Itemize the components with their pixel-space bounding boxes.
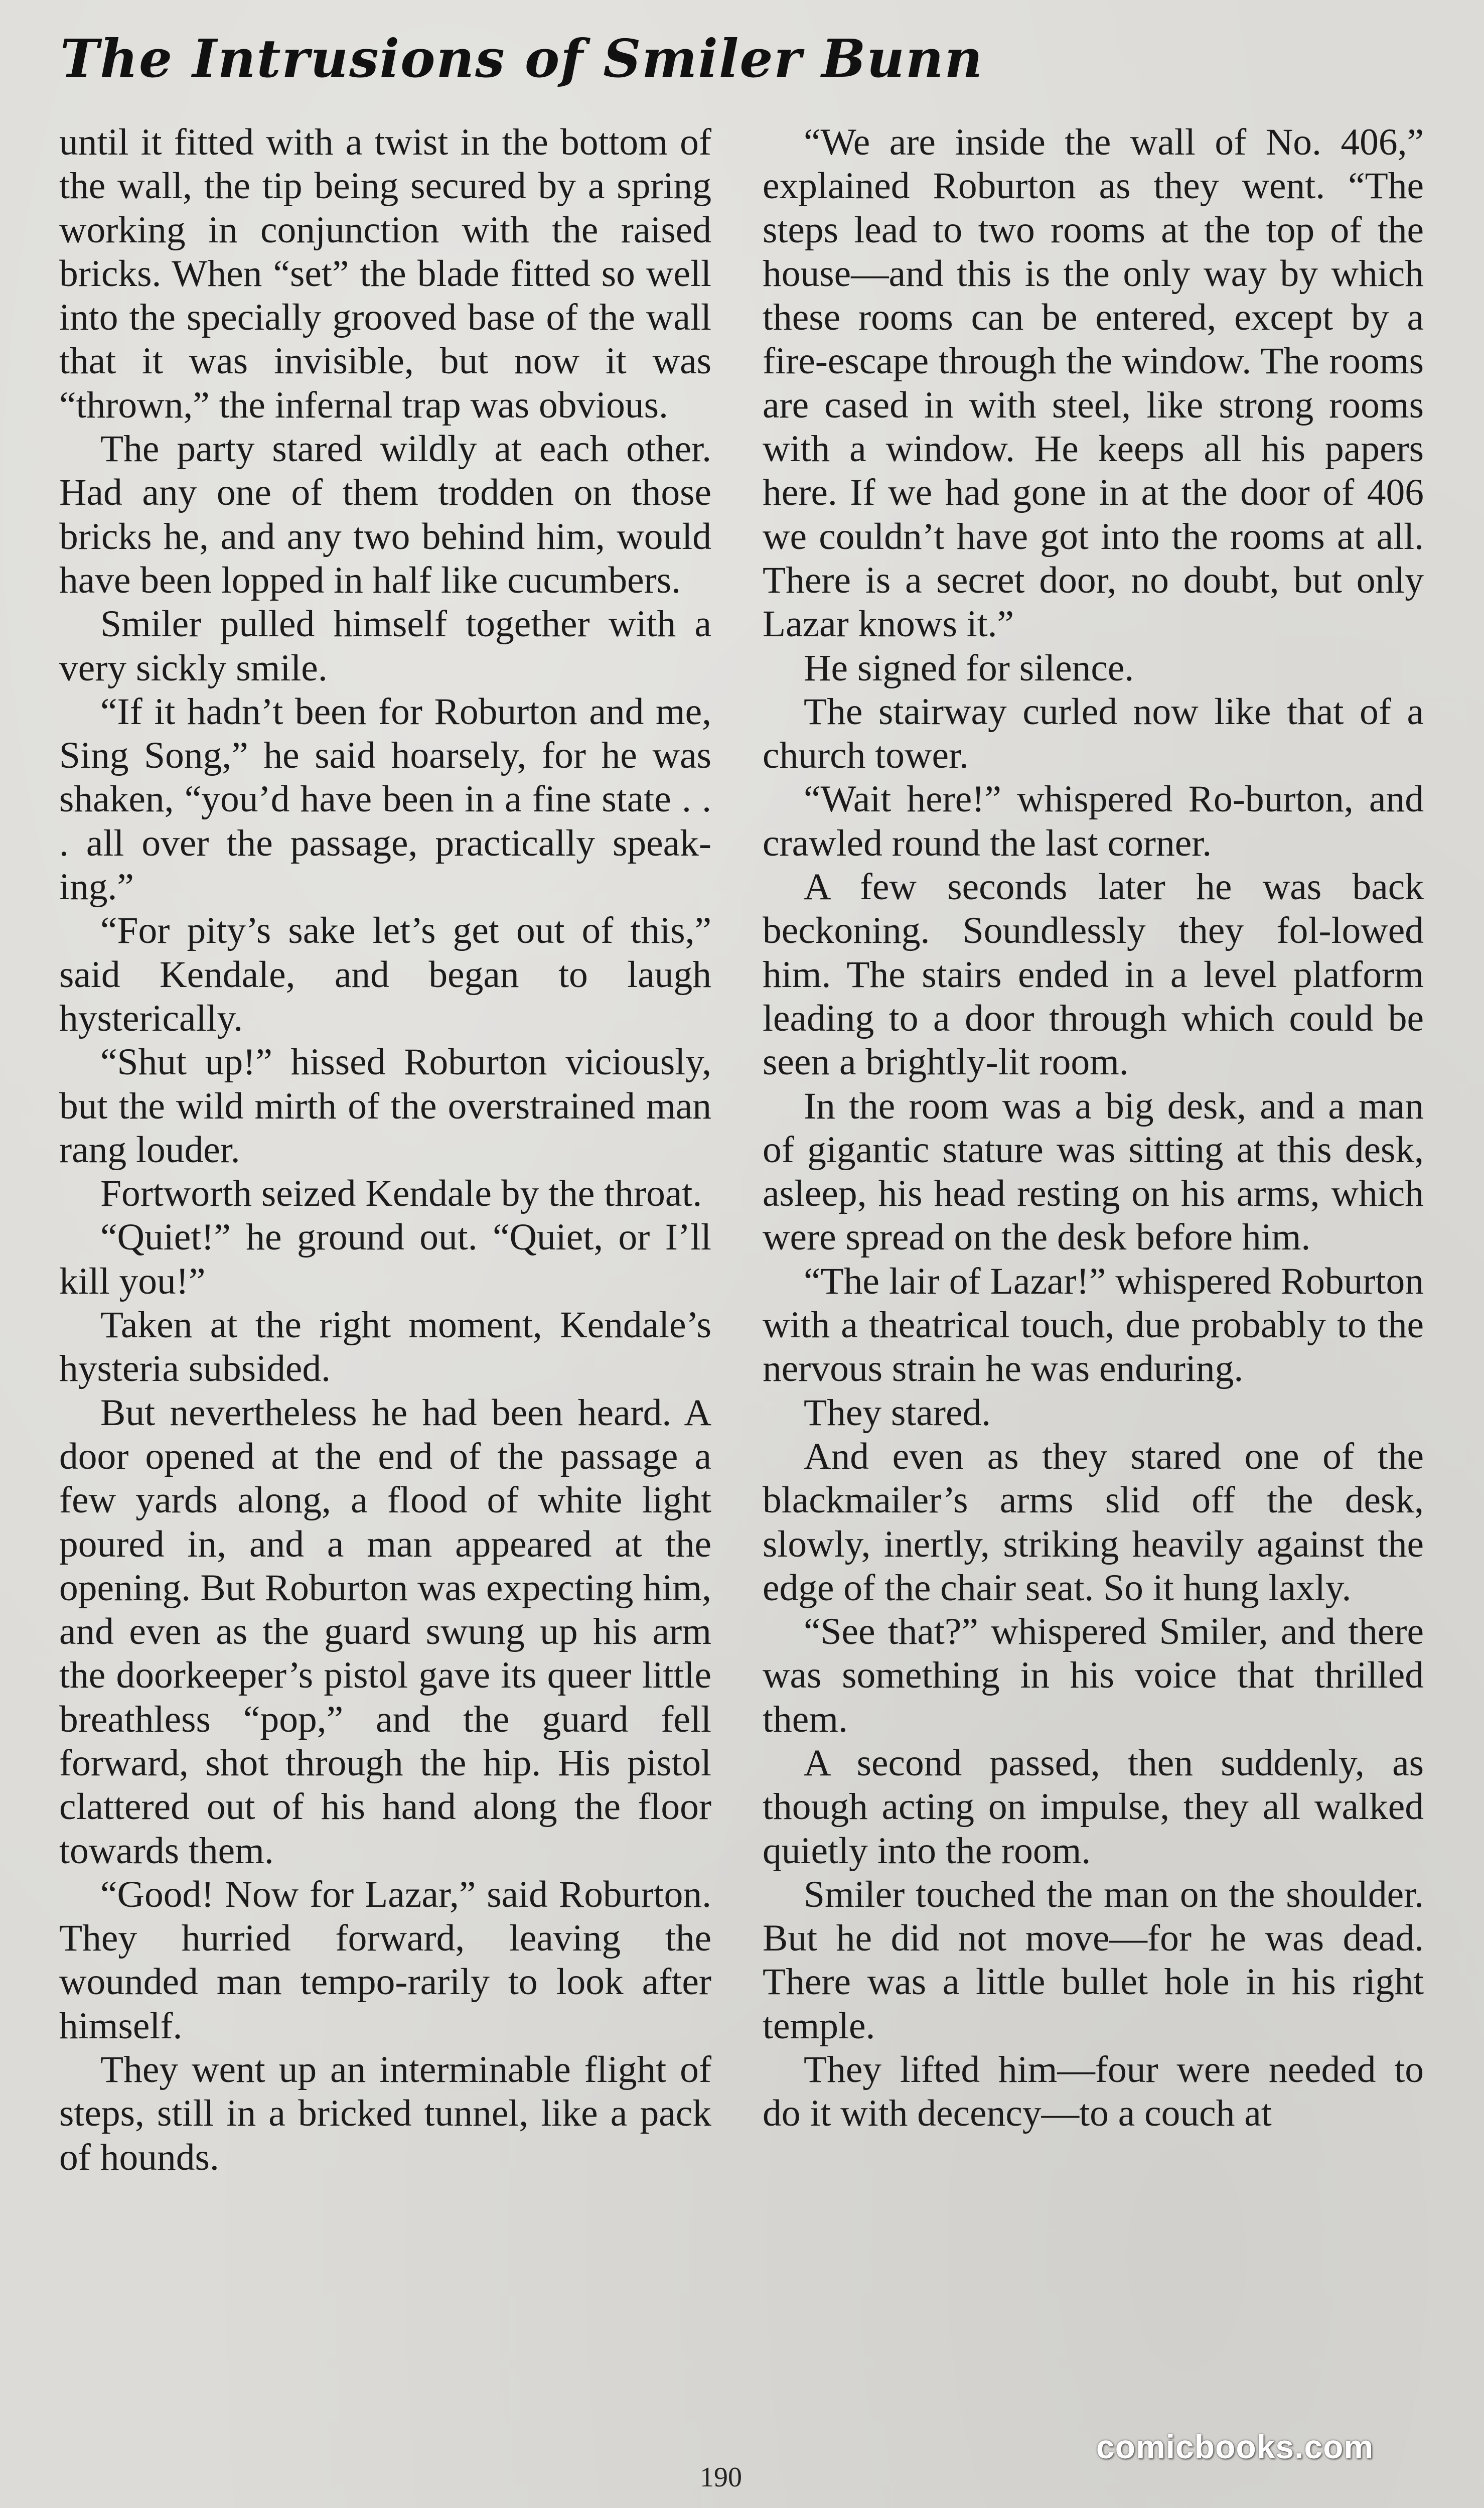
paragraph: “Good! Now for Lazar,” said Roburton. They hurried forward, leaving the wounded man tempo-rarily to look after himself. bbox=[59, 1873, 711, 2047]
paragraph: But nevertheless he had been heard. A door opened at the end of the passage a few yards along, a flood of white light poured in, and a man appeared at the opening. But Roburton was expecting him, and even as the guard swung up his arm the doorkeeper’s pistol gave its queer little breathless “pop,” and the guard fell forward, shot through the hip. His pistol clattered out of his hand along the floor towards them. bbox=[59, 1391, 711, 1872]
paragraph: A few seconds later he was back beckoning. Soundlessly they fol-lowed him. The stairs ended in a level platform leading to a door through which could be seen a brightly-lit room. bbox=[763, 866, 1424, 1083]
paragraph: They stared. bbox=[804, 1391, 991, 1434]
paragraph: “Shut up!” hissed Roburton viciously, but the wild mirth of the overstrained man rang louder. bbox=[59, 1041, 711, 1171]
paragraph: Smiler pulled himself together with a very sickly smile. bbox=[59, 603, 711, 689]
paragraph: A second passed, then suddenly, as though acting on impulse, they all walked quietly into the room. bbox=[763, 1742, 1424, 1872]
paragraph: The party stared wildly at each other. Had any one of them trodden on those bricks he, and any two behind him, would have been lopped in half like cucumbers. bbox=[59, 428, 711, 601]
paragraph: “The lair of Lazar!” whispered Roburton with a theatrical touch, due probably to the nervous strain he was enduring. bbox=[763, 1260, 1424, 1390]
paragraph: “See that?” whispered Smiler, and there was something in his voice that thrilled them. bbox=[763, 1611, 1424, 1740]
right-text-column bbox=[763, 120, 1424, 2136]
site-watermark: comicbooks.com bbox=[1096, 2428, 1374, 2465]
paragraph: He signed for silence. bbox=[804, 647, 1134, 689]
paragraph: In the room was a big desk, and a man of gigantic stature was sitting at this desk, asleep, his head resting on his arms, which were spread on the desk before him. bbox=[763, 1085, 1424, 1259]
paragraph: Taken at the right moment, Kendale’s hysteria subsided. bbox=[59, 1304, 711, 1390]
paragraph: The stairway curled now like that of a church tower. bbox=[763, 690, 1424, 777]
paragraph: until it fitted with a twist in the bottom of the wall, the tip being secured by a spring working in conjunction with the raised bricks. When “set” the blade fitted so well into the specially grooved base of the wall that it was invisible, but now it was “thrown,” the infernal trap was obvious. bbox=[59, 121, 711, 426]
page-number: 190 bbox=[700, 2462, 742, 2493]
paragraph: They went up an interminable flight of steps, still in a bricked tunnel, like a pack of hounds. bbox=[59, 2049, 711, 2178]
paragraph: “For pity’s sake let’s get out of this,” said Kendale, and began to laugh hysterically. bbox=[59, 910, 711, 1039]
paragraph: And even as they stared one of the blackmailer’s arms slid off the desk, slowly, inertly, striking heavily against the edge of the chair seat. So it hung laxly. bbox=[763, 1435, 1424, 1609]
paragraph: “We are inside the wall of No. 406,” explained Roburton as they went. “The steps lead to two rooms at the top of the house—and this is the only way by which these rooms can be entered, except by a fire-escape through the window. The rooms are cased in with steel, like strong rooms with a window. He keeps all his papers here. If we had gone in at the door of 406 we couldn’t have got into the rooms at all. There is a secret door, no doubt, but only Lazar knows it.” bbox=[763, 121, 1424, 645]
paragraph: “Wait here!” whispered Ro-burton, and crawled round the last corner. bbox=[763, 778, 1424, 864]
paragraph: They lifted him—four were needed to do it with decency—to a couch at bbox=[763, 2049, 1424, 2135]
paragraph: “If it hadn’t been for Roburton and me, Sing Song,” he said hoarsely, for he was shaken, “you’d have been in a fine state . . . all over the passage, practically speak-ing.” bbox=[59, 690, 711, 908]
paragraph: Smiler touched the man on the shoulder. But he did not move—for he was dead. There was a little bullet hole in his right temple. bbox=[763, 1873, 1424, 2047]
paragraph: Fortworth seized Kendale by the throat. bbox=[100, 1173, 702, 1215]
running-header-title: The Intrusions of Smiler Bunn bbox=[60, 28, 984, 89]
left-text-column bbox=[59, 120, 711, 2179]
paragraph: “Quiet!” he ground out. “Quiet, or I’ll kill you!” bbox=[59, 1216, 711, 1302]
